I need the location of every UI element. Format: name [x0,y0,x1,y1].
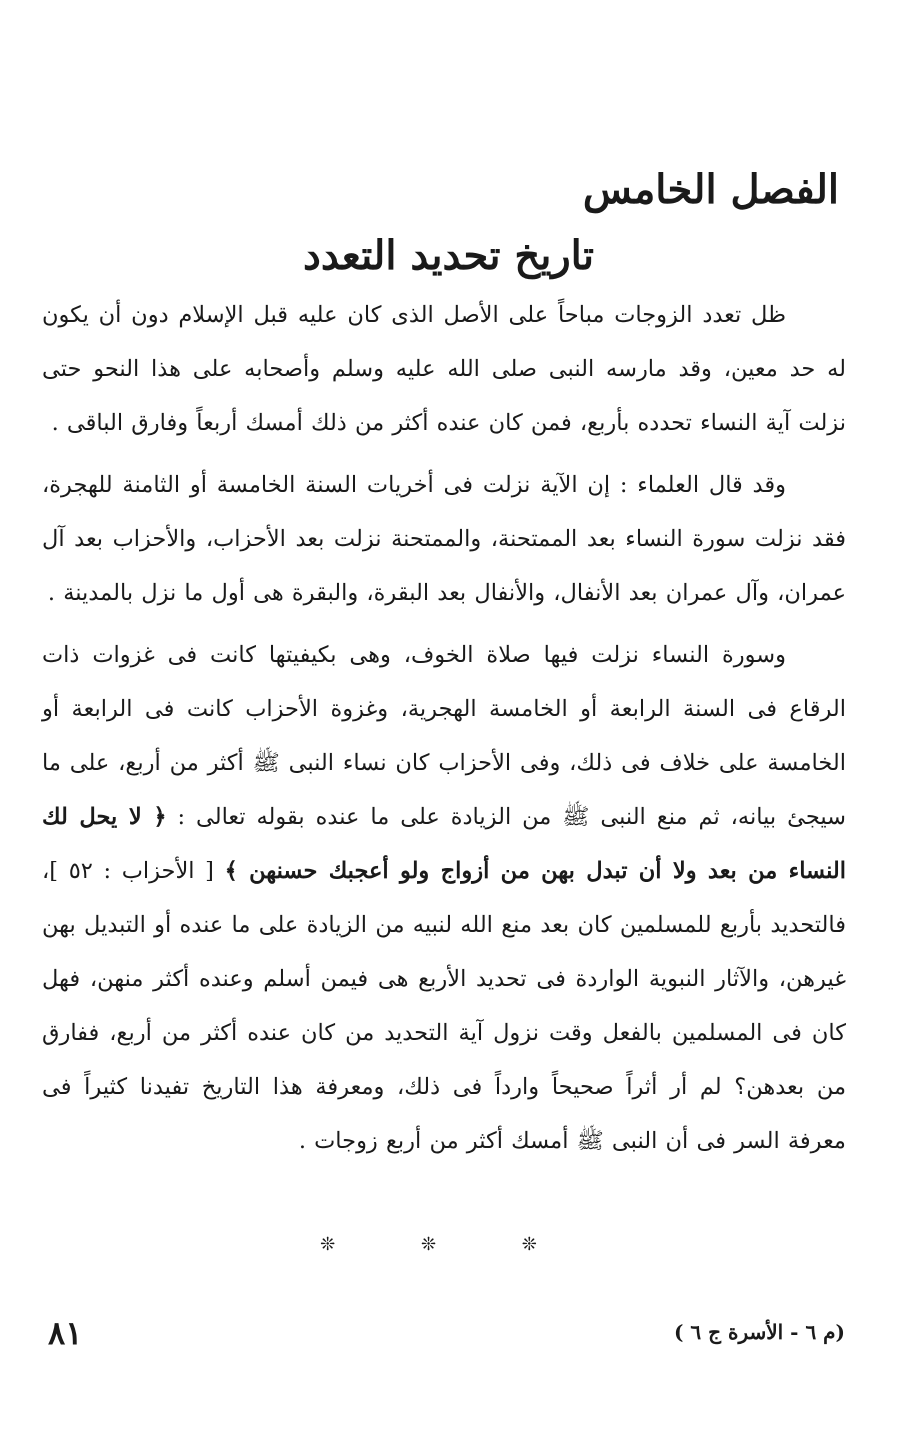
section-separator: ❊ ❊ ❊ [320,1234,577,1255]
paragraph-3 [42,628,846,1168]
paragraph-3-rest: [ الأحزاب : ٥٢ ]، فالتحديد بأربع للمسلمين كان بعد منع الله لنبيه من الزيادة على ما عنده أو التبديل بهن غيرهن، والآثار النبوية الواردة فى تحديد الأربع هى فيمن أسلم وعنده أكثر منهن، فهل كان فى المسلمين بالفعل وقت نزول آية التحديد من كان عنده أكثر من أربع، ففارق من بعدهن؟ لم أر أثراً صحيحاً وارداً فى ذلك، ومعرفة هذا التاريخ تفيدنا كثيراً فى معرفة السر فى أن النبى ﷺ أمسك أكثر من أربع زوجات . [42,858,846,1154]
page-number: ٨١ [48,1314,83,1352]
paragraph-3-lead: وسورة النساء نزلت فيها صلاة الخوف، وهى بكيفيتها كانت فى غزوات ذات الرقاع فى السنة الرابعة أو الخامسة الهجرية، وغزوة الأحزاب كانت فى الرابعة أو الخامسة على خلاف فى ذلك، وفى الأحزاب كان نساء النبى ﷺ أكثر من أربع، على ما سيجئ بيانه، ثم منع النبى ﷺ من الزيادة على ما عنده بقوله تعالى : [42,642,846,830]
quran-verse: ﴿ لا يحل لك النساء من بعد ولا أن تبدل بهن من أزواج ولو أعجبك حسنهن ﴾ [42,804,847,884]
paragraph-2: وقد قال العلماء : إن الآية نزلت فى أخريات السنة الخامسة أو الثامنة للهجرة، فقد نزلت سورة النساء بعد الممتحنة، والممتحنة نزلت بعد الأحزاب، والأحزاب بعد آل عمران، وآل عمران بعد الأنفال، والأنفال بعد البقرة، والبقرة هى أول ما نزل بالمدينة . [42,472,846,606]
chapter-title: تاريخ تحديد التعدد [303,232,594,279]
body-text [42,288,846,1176]
footer-note: (م ٦ - الأسرة ج ٦ ) [673,1320,845,1344]
paragraph-1: ظل تعدد الزوجات مباحاً على الأصل الذى كان عليه قبل الإسلام دون أن يكون له حد معين، وقد مارسه النبى صلى الله عليه وسلم وأصحابه على هذا النحو حتى نزلت آية النساء تحدده بأربع، فمن كان عنده أكثر من ذلك أمسك أربعاً وفارق الباقى . [42,302,846,436]
chapter-label: الفصل الخامس [582,166,839,213]
